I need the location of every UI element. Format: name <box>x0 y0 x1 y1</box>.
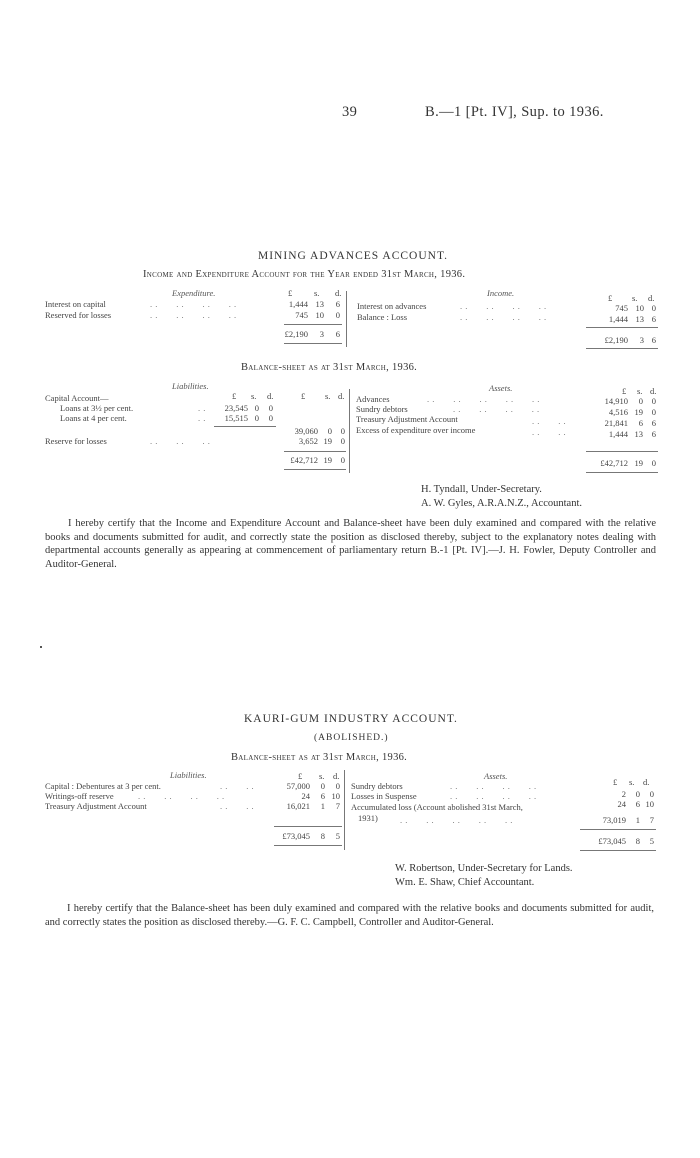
asset-pence: 0 <box>651 407 656 417</box>
mining-title: MINING ADVANCES ACCOUNT. <box>258 250 449 262</box>
kauri-signature-2: Wm. E. Shaw, Chief Accountant. <box>395 877 535 888</box>
kauri-liability-label: Treasury Adjustment Account <box>45 801 147 811</box>
capital-total-shillings: 0 <box>327 426 332 436</box>
mining-bs-title: Balance-sheet as at 31st March, 1936. <box>241 362 418 373</box>
asset-pence: 6 <box>651 429 656 439</box>
kauri-asset-pence: 7 <box>649 815 654 825</box>
expenditure-total-pounds: £2,190 <box>284 329 308 339</box>
kauri-liability-pounds: 16,021 <box>286 801 310 811</box>
kauri-asset-label: Accumulated loss (Account abolished 31st March, <box>351 802 523 812</box>
income-pence: 6 <box>651 314 656 324</box>
asset-pounds: 21,841 <box>604 418 628 428</box>
kauri-asset-shillings: 1 <box>635 815 640 825</box>
kauri-asset-currency-pence: d. <box>643 777 650 787</box>
income-label: Balance : Loss <box>357 312 408 322</box>
income-total-pence: 6 <box>651 335 656 345</box>
asset-pounds: 4,516 <box>608 407 628 417</box>
asset-pence: 6 <box>651 418 656 428</box>
asset-shillings: 13 <box>634 429 643 439</box>
expenditure-label: Reserved for losses <box>45 310 112 320</box>
kauri-liability-shillings: 1 <box>320 801 325 811</box>
expenditure-pence: 0 <box>335 310 340 320</box>
kauri-liab-currency-shilling: s. <box>319 771 325 781</box>
kauri-asset-shillings: 0 <box>635 789 640 799</box>
kauri-asset-label-cont: 1931) <box>358 813 378 823</box>
income-pounds: 745 <box>615 303 628 313</box>
bs-liab-currency-shilling: s. <box>251 391 257 401</box>
assets-total-pounds: £42,712 <box>600 458 628 468</box>
bs-liab-total-currency-shilling: s. <box>325 391 331 401</box>
expenditure-pounds: 1,444 <box>288 299 308 309</box>
kauri-liab-currency-pound: £ <box>298 771 303 781</box>
reserve-pounds: 3,652 <box>298 436 318 446</box>
kauri-liability-label: Writings-off reserve <box>45 791 114 801</box>
asset-label: Sundry debtors <box>356 404 408 414</box>
kauri-liabilities-total-pounds: £73,045 <box>282 831 310 841</box>
loan-pence: 0 <box>268 413 273 423</box>
kauri-liabilities-heading: Liabilities. <box>170 770 207 780</box>
kauri-assets-total-pounds: £73,045 <box>598 836 626 846</box>
kauri-asset-pence: 10 <box>645 799 654 809</box>
mining-ie-title: Income and Expenditure Account for the Year ended 31st March, 1936. <box>143 269 466 280</box>
expenditure-heading: Expenditure. <box>172 288 216 298</box>
income-pence: 0 <box>651 303 656 313</box>
income-heading: Income. <box>487 288 515 298</box>
income-pounds: 1,444 <box>608 314 628 324</box>
bs-asset-currency-shilling: s. <box>637 386 643 396</box>
report-reference: B.—1 [Pt. IV], Sup. to 1936. <box>425 104 604 120</box>
kauri-title: KAURI-GUM INDUSTRY ACCOUNT. <box>244 713 458 725</box>
income-shillings: 13 <box>635 314 644 324</box>
kauri-asset-label: Losses in Suspense <box>351 791 417 801</box>
liabilities-total-pounds: £42,712 <box>290 455 318 465</box>
ie-exp-currency-shilling: s. <box>314 288 320 298</box>
income-total-pounds: £2,190 <box>604 335 628 345</box>
assets-total-pence: 0 <box>651 458 656 468</box>
kauri-liability-label: Capital : Debentures at 3 per cent. <box>45 781 161 791</box>
kauri-liability-pounds: 57,000 <box>286 781 310 791</box>
kauri-asset-pounds: 2 <box>621 789 626 799</box>
expenditure-shillings: 10 <box>315 310 324 320</box>
page-number: 39 <box>342 104 358 120</box>
liabilities-total-pence: 0 <box>340 455 345 465</box>
asset-pounds: 1,444 <box>608 429 628 439</box>
expenditure-label: Interest on capital <box>45 299 106 309</box>
kauri-assets-total-shillings: 8 <box>635 836 640 846</box>
kauri-assets-heading: Assets. <box>484 771 508 781</box>
kauri-signature-1: W. Robertson, Under-Secretary for Lands. <box>395 863 573 874</box>
kauri-liabilities-total-pence: 5 <box>335 831 340 841</box>
kauri-certificate: I hereby certify that the Balance-sheet has been duly examined and compared with the relative books and documents submitted for audit, and correctly states the position as disclosed thereby.—G. F. C. Campbell, Controller and Auditor-General. <box>45 903 654 928</box>
assets-heading: Assets. <box>489 383 513 393</box>
bs-liab-total-currency-pence: d. <box>338 391 345 401</box>
liabilities-total-shillings: 19 <box>323 455 332 465</box>
income-shillings: 10 <box>635 303 644 313</box>
bs-liab-currency-pound: £ <box>232 391 237 401</box>
mining-signature-2: A. W. Gyles, A.R.A.N.Z., Accountant. <box>421 498 582 509</box>
reserve-shillings: 19 <box>323 436 332 446</box>
expenditure-pounds: 745 <box>295 310 308 320</box>
expenditure-total-pence: 6 <box>335 329 340 339</box>
income-total-shillings: 3 <box>639 335 644 345</box>
ie-inc-currency-shilling: s. <box>632 293 638 303</box>
asset-shillings: 19 <box>634 407 643 417</box>
mining-certificate: I hereby certify that the Income and Expenditure Account and Balance-sheet have been duly examined and compared with the relative books and documents submitted for audit, and correctly state the position as disclosed thereby, subject to the explanatory notes dealing with departmental accounts generally as appearing at commencement of parliamentary return B.-1 [Pt. IV].—J. H. Fowler, Deputy Controller and Auditor-General. <box>45 518 656 570</box>
bs-liab-currency-pence: d. <box>267 391 274 401</box>
assets-total-shillings: 19 <box>634 458 643 468</box>
asset-label: Treasury Adjustment Account <box>356 414 458 424</box>
kauri-asset-currency-pound: £ <box>613 777 618 787</box>
ie-divider <box>346 291 347 347</box>
capital-total-pounds: 39,060 <box>294 426 318 436</box>
reserve-label: Reserve for losses <box>45 436 107 446</box>
bs-divider <box>349 389 350 473</box>
kauri-asset-pence: 0 <box>649 789 654 799</box>
kauri-asset-pounds: 73,019 <box>602 815 626 825</box>
loan-pounds: 23,545 <box>224 403 248 413</box>
asset-pounds: 14,910 <box>604 396 628 406</box>
capital-total-pence: 0 <box>340 426 345 436</box>
kauri-liability-shillings: 0 <box>320 781 325 791</box>
loan-shillings: 0 <box>254 413 259 423</box>
loan-label: Loans at 4 per cent. <box>60 413 127 423</box>
kauri-liab-currency-pence: d. <box>333 771 340 781</box>
loan-pounds: 15,515 <box>224 413 248 423</box>
income-label: Interest on advances <box>357 301 427 311</box>
kauri-liability-pounds: 24 <box>301 791 310 801</box>
expenditure-pence: 6 <box>335 299 340 309</box>
kauri-liability-pence: 0 <box>335 781 340 791</box>
kauri-liability-pence: 7 <box>335 801 340 811</box>
loan-pence: 0 <box>268 403 273 413</box>
kauri-liability-pence: 10 <box>331 791 340 801</box>
ie-exp-currency-pound: £ <box>288 288 293 298</box>
kauri-asset-currency-shilling: s. <box>629 777 635 787</box>
loan-label: Loans at 3½ per cent. <box>60 403 134 413</box>
mining-signature-1: H. Tyndall, Under-Secretary. <box>421 484 542 495</box>
kauri-assets-total-pence: 5 <box>649 836 654 846</box>
bs-liab-total-currency-pound: £ <box>301 391 306 401</box>
kauri-asset-pounds: 24 <box>617 799 626 809</box>
reserve-pence: 0 <box>340 436 345 446</box>
kauri-liability-shillings: 6 <box>320 791 325 801</box>
asset-shillings: 6 <box>638 418 643 428</box>
kauri-asset-shillings: 6 <box>635 799 640 809</box>
capital-account-label: Capital Account— <box>45 393 109 403</box>
kauri-bs-title: Balance-sheet as at 31st March, 1936. <box>231 752 408 763</box>
liabilities-heading: Liabilities. <box>172 381 209 391</box>
ie-exp-currency-pence: d. <box>335 288 342 298</box>
asset-shillings: 0 <box>638 396 643 406</box>
ie-inc-currency-pound: £ <box>608 293 613 303</box>
bs-asset-currency-pound: £ <box>622 386 627 396</box>
asset-label: Excess of expenditure over income <box>356 425 476 435</box>
kauri-bs-divider <box>344 770 345 850</box>
expenditure-shillings: 13 <box>315 299 324 309</box>
kauri-subtitle: (ABOLISHED.) <box>314 733 389 743</box>
kauri-liabilities-total-shillings: 8 <box>320 831 325 841</box>
expenditure-total-shillings: 3 <box>319 329 324 339</box>
asset-pence: 0 <box>651 396 656 406</box>
loan-shillings: 0 <box>254 403 259 413</box>
asset-label: Advances <box>356 394 390 404</box>
ie-inc-currency-pence: d. <box>648 293 655 303</box>
bs-asset-currency-pence: d. <box>650 386 657 396</box>
kauri-asset-label: Sundry debtors <box>351 781 403 791</box>
